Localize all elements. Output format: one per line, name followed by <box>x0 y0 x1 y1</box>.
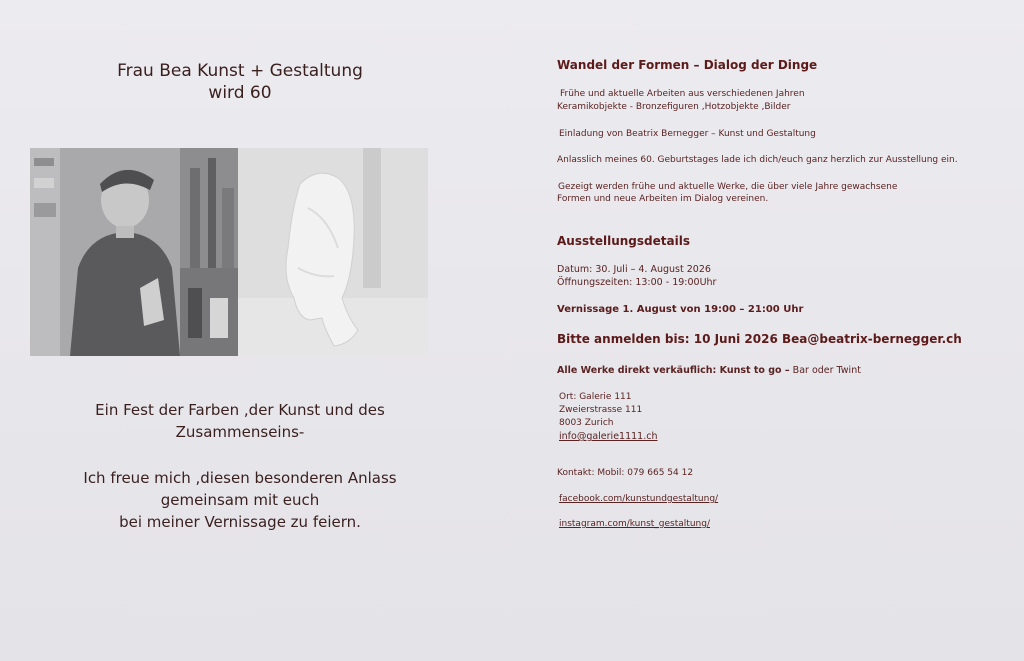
sculpture-photo <box>238 148 428 356</box>
shown-line2: Formen und neue Arbeiten im Dialog vereinen. <box>557 194 769 204</box>
address-line3: 8003 Zurich <box>559 418 614 428</box>
shown-line1: Gezeigt werden frühe und aktuelle Werke, die über viele Jahre gewachsene <box>558 182 898 192</box>
occasion-line: Anlasslich meines 60. Geburtstages lade ich dich/euch ganz herzlich zur Ausstellung ein. <box>557 155 958 165</box>
details-heading: Ausstellungsdetails <box>557 234 690 248</box>
message-line3: bei meiner Vernissage zu feiern. <box>119 513 361 531</box>
sale-bold: Alle Werke direkt verkäuflich: Kunst to go – <box>557 365 790 376</box>
celebration-line2: Zusammenseins- <box>175 423 305 441</box>
register-line: Bitte anmelden bis: 10 Juni 2026 Bea@beatrix-bernegger.ch <box>557 332 962 346</box>
personal-message <box>40 467 440 533</box>
message-line1: Ich freue mich ,diesen besonderen Anlass <box>83 469 397 487</box>
photo-collage <box>30 148 428 356</box>
celebration-line1: Ein Fest der Farben ,der Kunst und des <box>95 401 385 419</box>
event-title-line1: Frau Bea Kunst + Gestaltung <box>117 61 363 81</box>
address-line2: Zweierstrasse 111 <box>559 405 643 415</box>
contact-line: Kontakt: Mobil: 079 665 54 12 <box>557 468 694 478</box>
date-line: Datum: 30. Juli – 4. August 2026 <box>557 264 711 275</box>
event-title <box>60 60 420 104</box>
intro-line1: Frühe und aktuelle Arbeiten aus verschiedenen Jahren <box>560 89 805 99</box>
message-line2: gemeinsam mit euch <box>160 491 320 509</box>
exhibition-heading: Wandel der Formen – Dialog der Dinge <box>557 58 818 72</box>
gallery-email-link[interactable]: info@galerie1111.ch <box>559 431 658 442</box>
address-line1: Ort: Galerie 111 <box>559 392 632 402</box>
event-title-line2: wird 60 <box>208 83 272 103</box>
vernissage-line: Vernissage 1. August von 19:00 – 21:00 Uhr <box>557 304 804 315</box>
instagram-link[interactable]: instagram.com/kunst_gestaltung/ <box>559 519 710 529</box>
celebration-text <box>40 399 440 443</box>
artist-photo <box>30 148 238 356</box>
intro-line2: Keramikobjekte - Bronzefiguren ,Hotzobjekte ,Bilder <box>557 102 791 112</box>
invitation-line: Einladung von Beatrix Bernegger – Kunst und Gestaltung <box>559 129 816 139</box>
facebook-link[interactable]: facebook.com/kunstundgestaltung/ <box>559 494 719 504</box>
hours-line: Öffnungszeiten: 13:00 - 19:00Uhr <box>557 277 717 288</box>
sale-line <box>557 364 861 377</box>
sale-rest: Bar oder Twint <box>789 365 861 376</box>
